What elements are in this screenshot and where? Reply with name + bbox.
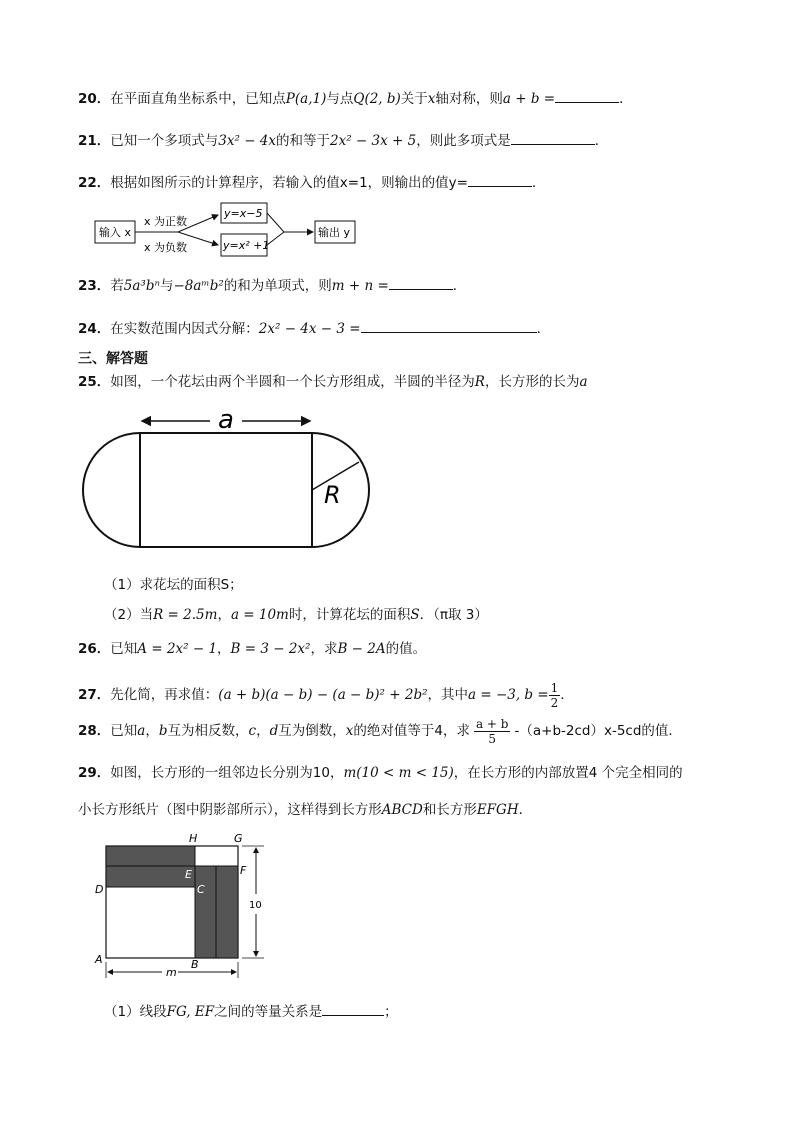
question-number: 29． <box>78 765 111 781</box>
sub-text: （1）线段 <box>104 1004 167 1020</box>
question-text: 的和等于 <box>276 133 331 149</box>
question-28 <box>78 716 682 746</box>
segment-names: FG, EF <box>166 1004 215 1020</box>
question-text: 的值。 <box>385 641 427 657</box>
math-expression: 2x² − 4x − 3 = <box>258 321 361 337</box>
point-label-e: E <box>185 868 192 881</box>
math-expression: (a + b)(a − b) − (a − b)² + 2b² <box>218 687 428 703</box>
flow-input-label: 输入 x <box>99 226 132 239</box>
math-expression: a = 10m <box>230 607 289 623</box>
question-text: 轴对称，则 <box>435 91 503 107</box>
question-number: 21． <box>78 133 111 149</box>
math-condition: a = −3, b = <box>468 687 549 703</box>
question-text: 已知 <box>110 723 138 739</box>
area-variable: S <box>410 607 420 623</box>
question-27 <box>78 680 574 710</box>
math-expression: A = 2x² − 1 <box>137 641 218 657</box>
end-mark: ． <box>536 321 551 337</box>
question-text: 如图，一个花坛由两个半圆和一个长方形组成，半圆的半径为 <box>110 374 475 390</box>
question-text: 已知一个多项式与 <box>110 133 219 149</box>
question-text: ，求 <box>310 641 338 657</box>
radius-variable: R <box>474 374 485 390</box>
point-label-c: C <box>197 883 205 896</box>
math-expression: a + b = <box>502 91 556 107</box>
question-29-line-2 <box>78 801 532 819</box>
point-label-h: H <box>189 832 198 845</box>
var-c: c <box>248 723 257 739</box>
section-heading: 三、解答题 <box>78 351 148 367</box>
question-24 <box>78 318 550 338</box>
question-20 <box>78 88 633 108</box>
end-mark: ． <box>560 687 574 703</box>
question-21 <box>78 130 608 150</box>
var-b: b <box>158 723 168 739</box>
fraction-denominator: 2 <box>550 695 559 710</box>
flow-negative-label: x 为负数 <box>144 241 188 254</box>
math-expression: B − 2A <box>337 641 386 657</box>
fraction-numerator: 1 <box>550 680 559 695</box>
sub-text: ．（π取 3） <box>419 607 488 623</box>
question-number: 25． <box>78 374 111 390</box>
fraction <box>549 681 561 710</box>
question-text: 小长方形纸片（图中阴影部所示），这样得到长方形 <box>78 802 382 818</box>
shaded-strip-middle <box>106 866 195 887</box>
shaded-strip-left-vertical <box>195 866 216 958</box>
end-mark: ． <box>594 133 609 149</box>
fraction-denominator: 5 <box>488 731 497 746</box>
shaded-strip-top <box>106 846 195 866</box>
question-25 <box>78 373 588 391</box>
rect-name-efgh: EFGH <box>476 802 519 818</box>
question-number: 22． <box>78 175 111 191</box>
question-text: 和长方形 <box>422 802 477 818</box>
question-number: 28． <box>78 723 111 739</box>
sub-text: 时，计算花坛的面积 <box>288 607 411 623</box>
question-number: 23． <box>78 278 111 294</box>
q25-subquestion-1: （1）求花坛的面积S； <box>104 577 243 593</box>
end-mark: ． <box>518 802 533 818</box>
sub-text: 之间的等量关系是 <box>214 1004 323 1020</box>
answer-blank[interactable] <box>555 88 619 103</box>
question-text: 的绝对值等于4，求 <box>353 723 470 739</box>
question-number: 26． <box>78 641 111 657</box>
flower-bed-figure <box>80 405 370 555</box>
point-label-a: A <box>95 953 103 966</box>
question-text: 关于 <box>400 91 428 107</box>
monomial: −8aᵐb² <box>173 278 224 294</box>
answer-blank[interactable] <box>361 318 537 333</box>
answer-blank[interactable] <box>511 130 595 145</box>
height-label: 10 <box>249 900 262 911</box>
q29-subquestion-1 <box>104 1000 398 1020</box>
question-29 <box>78 764 683 782</box>
math-expression: m + n = <box>331 278 389 294</box>
radius-label-r: R <box>324 481 341 509</box>
question-text: 与 <box>159 278 174 294</box>
sub-text: （2）当 <box>104 607 154 623</box>
question-26 <box>78 640 426 658</box>
end-mark: ； <box>384 1004 398 1020</box>
question-text: ，则此多项式是 <box>416 133 511 149</box>
point-p: P <box>285 91 295 107</box>
question-text: ， <box>256 723 270 739</box>
x-variable: x <box>427 91 436 107</box>
math-expression: B = 3 − 2x² <box>230 641 311 657</box>
fraction <box>474 717 511 746</box>
rect-name-abcd: ABCD <box>381 802 423 818</box>
question-text: 互为相反数， <box>167 723 249 739</box>
polynomial: 2x² − 3x + 5 <box>330 133 417 149</box>
answer-blank[interactable] <box>322 1001 384 1016</box>
var-d: d <box>269 723 279 739</box>
question-text: ，长方形的长为 <box>484 374 580 390</box>
question-text: 若 <box>110 278 124 294</box>
point-q: Q <box>353 91 365 107</box>
var-x: x <box>345 723 354 739</box>
width-label: m <box>166 966 177 979</box>
fraction-numerator: a + b <box>475 716 509 731</box>
rectangle-figure <box>92 832 272 980</box>
length-variable: a <box>579 374 588 390</box>
end-mark: ． <box>452 278 467 294</box>
point-p-coord: (a,1) <box>294 91 327 107</box>
point-label-b: B <box>191 958 199 971</box>
end-mark: ． <box>532 175 546 191</box>
question-text: ，在长方形的内部放置4 个完全相同的 <box>453 765 683 781</box>
monomial: 5a³bⁿ <box>123 278 160 294</box>
math-condition: m(10 < m < 15) <box>343 765 454 781</box>
question-text: 的和为单项式，则 <box>223 278 332 294</box>
point-q-coord: (2, b) <box>364 91 401 107</box>
flow-top-formula: y=x−5 <box>224 207 263 220</box>
length-label-a: a <box>218 405 234 435</box>
math-expression: R = 2.5m <box>153 607 218 623</box>
answer-blank[interactable] <box>389 275 453 290</box>
question-text: 根据如图所示的计算程序，若输入的值x=1，则输出的值y= <box>110 175 468 191</box>
question-text: 在实数范围内因式分解： <box>110 321 259 337</box>
flow-positive-label: x 为正数 <box>144 215 188 228</box>
question-text: 如图，长方形的一组邻边长分别为10， <box>110 765 344 781</box>
sub-text: ， <box>217 607 231 623</box>
flow-merge-line <box>267 232 284 245</box>
question-text: ， <box>217 641 231 657</box>
question-number: 27． <box>78 687 111 703</box>
question-23 <box>78 275 466 295</box>
flow-merge-line <box>267 213 284 232</box>
question-text: 已知 <box>110 641 138 657</box>
question-number: 20． <box>78 91 111 107</box>
polynomial: 3x² − 4x <box>218 133 277 149</box>
question-text: 先化简，再求值： <box>110 687 219 703</box>
question-number: 24． <box>78 321 111 337</box>
shaded-strip-right-vertical <box>216 866 238 958</box>
flow-bottom-formula: y=x² +1 <box>223 239 270 252</box>
point-label-f: F <box>240 864 247 877</box>
end-mark: ． <box>619 91 633 107</box>
point-label-g: G <box>234 832 243 845</box>
question-text: 在平面直角坐标系中，已知点 <box>110 91 286 107</box>
question-text: 与点 <box>326 91 354 107</box>
answer-blank[interactable] <box>468 172 532 187</box>
question-text: -（a+b-2cd）x-5cd的值． <box>514 723 682 739</box>
question-22 <box>78 172 546 192</box>
point-label-d: D <box>95 883 104 896</box>
var-a: a <box>137 723 146 739</box>
flowchart <box>94 199 360 261</box>
question-text: ，其中 <box>427 687 468 703</box>
flow-output-label: 输出 y <box>318 226 351 239</box>
question-text: 互为倒数， <box>278 723 346 739</box>
q25-subquestion-2 <box>104 603 488 623</box>
question-text: ， <box>145 723 159 739</box>
